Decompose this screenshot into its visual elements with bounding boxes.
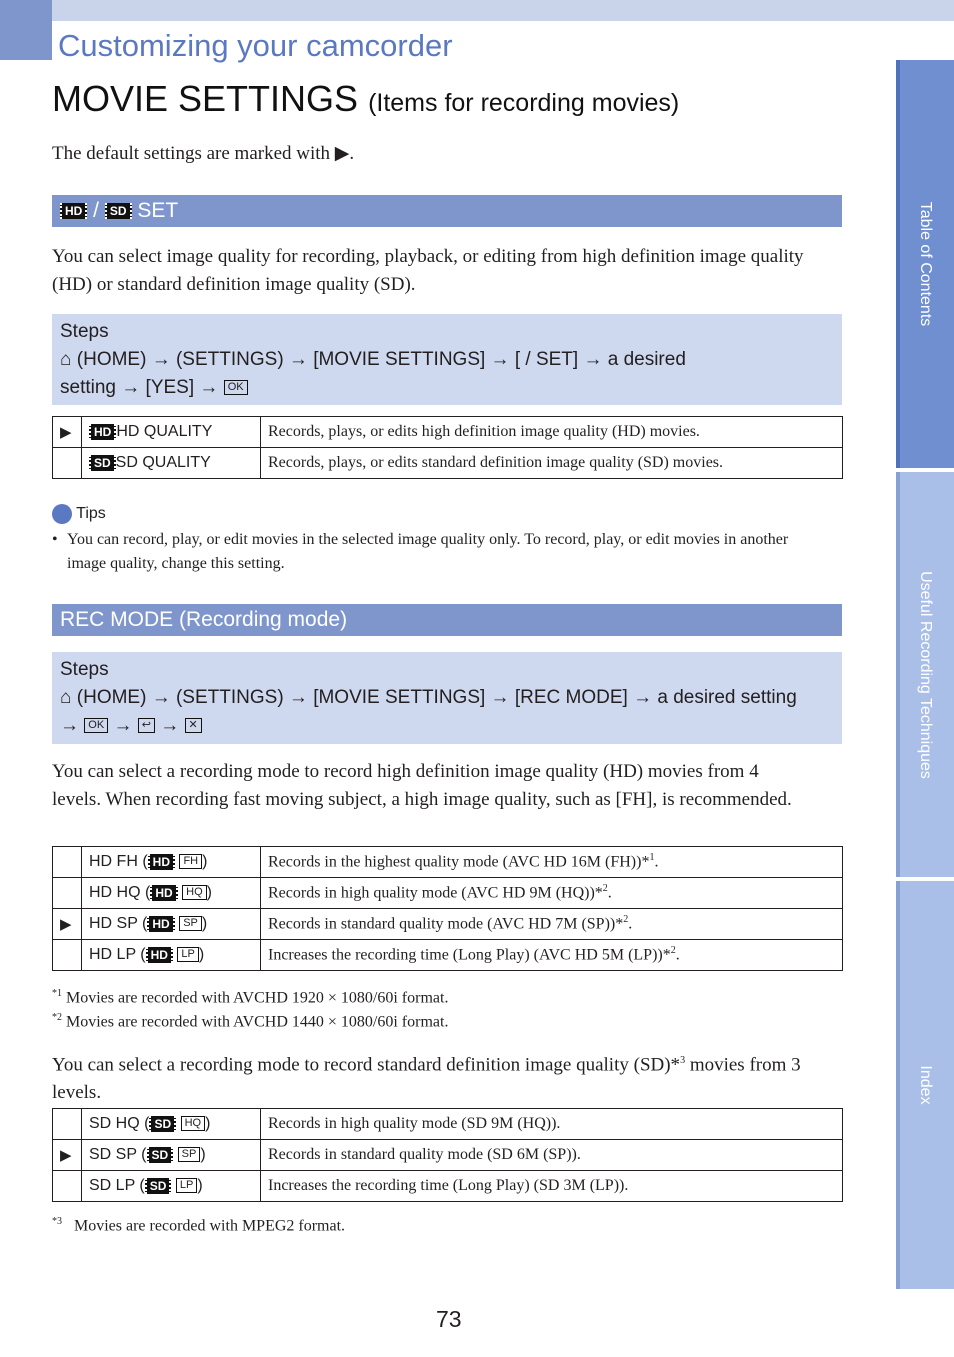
footnote-ref: 2 <box>623 914 629 926</box>
mode-icon: HQ <box>181 1116 206 1131</box>
sd-intro: You can select a recording mode to record standard definition image quality (SD)*$^3$ movies from 3 levels. <box>52 1054 801 1104</box>
sd-icon: SD <box>149 1116 176 1132</box>
footnote-ref: 2 <box>670 945 676 957</box>
close-icon: ✕ <box>185 718 202 733</box>
page-number: 73 <box>436 1306 462 1332</box>
default-marker <box>53 878 82 909</box>
table-row <box>53 878 843 909</box>
tab-label: Index <box>917 1065 934 1105</box>
footnote-text: Movies are recorded with MPEG2 format. <box>74 1217 346 1235</box>
hd-icon: HD <box>147 916 174 932</box>
default-marker <box>53 448 82 479</box>
setting-name <box>82 417 261 448</box>
setting-description <box>261 1109 843 1140</box>
setting-description <box>261 1171 843 1202</box>
footnote-ref: 2 <box>602 883 608 895</box>
mode-icon: SP <box>178 1147 201 1162</box>
setting-name: HD LP ( HD LP ) <box>82 940 261 971</box>
hd-icon: HD <box>148 854 175 870</box>
title-subtitle: (Items for recording movies) <box>368 89 680 117</box>
footnote-2: $^{*2}$ Movies are recorded with AVCHD 1440 × 1080/60i format. <box>52 1012 449 1031</box>
tab-useful-recording-techniques[interactable] <box>896 472 954 877</box>
table-row <box>53 448 843 479</box>
steps-text: (HOME) → (SETTINGS) → [MOVIE SETTINGS] → [ / SET] → a desired <box>76 349 686 370</box>
setting-name: HD HQ ( HD HQ ) <box>82 878 261 909</box>
home-icon: ⌂ <box>60 349 72 370</box>
steps-line: → OK → ↩ → ✕ <box>60 712 834 740</box>
section2-body: You can select a recording mode to record high definition image quality (HD) movies from 4 levels. When recording fast moving subject, a high image quality, such as [FH], is recommended. <box>52 761 792 810</box>
description-text: Records in standard quality mode (AVC HD 7M (SP))* <box>268 915 624 933</box>
default-marker: ▶ <box>53 1140 82 1171</box>
tab-index[interactable] <box>896 881 954 1289</box>
setting-name: HD FH ( HD FH ) <box>82 847 261 878</box>
setting-description <box>261 1140 843 1171</box>
section-bar-rec-mode: REC MODE (Recording mode) <box>52 604 842 636</box>
setting-description: Records in standard quality mode (AVC HD 7M (SP))*$^2$. <box>261 909 843 940</box>
section-bar-label: SET <box>137 199 179 222</box>
footnote-text: Movies are recorded with AVCHD 1440 × 1080/60i format. <box>66 1013 449 1031</box>
setting-label: SD SP ( <box>89 1146 147 1163</box>
table-row <box>53 1140 843 1171</box>
setting-description <box>261 448 843 479</box>
footnote-text: Movies are recorded with AVCHD 1920 × 1080/60i format. <box>66 989 449 1007</box>
intro-text: The default settings are marked with ▶. <box>52 143 355 164</box>
return-icon: ↩ <box>138 718 155 733</box>
default-marker <box>53 940 82 971</box>
section-bar-hd-sd-set: HD / SD SET <box>52 195 842 227</box>
tab-label: Table of Contents <box>917 201 934 327</box>
sd-rec-mode-table <box>52 1108 843 1202</box>
default-marker: ▶ <box>53 417 82 448</box>
header-square <box>0 0 52 60</box>
hd-icon: HD <box>60 203 87 219</box>
footnote-1: $^{*1}$ Movies are recorded with AVCHD 1920 × 1080/60i format. <box>52 988 449 1007</box>
footnote-ref: 1 <box>649 852 655 864</box>
table-row <box>53 847 843 878</box>
quality-table <box>52 416 843 479</box>
ok-icon: OK <box>224 380 248 395</box>
tips-text: You can record, play, or edit movies in the selected image quality only. To record, play, or edit movies in another image quality, change this setting. <box>67 531 789 572</box>
lightbulb-icon <box>52 504 72 524</box>
table-row <box>53 1171 843 1202</box>
tab-label: Useful Recording Techniques <box>917 570 934 779</box>
steps-line <box>60 374 834 402</box>
setting-label: HD QUALITY <box>116 423 213 440</box>
default-marker: ▶ <box>53 909 82 940</box>
ok-icon: OK <box>84 718 108 733</box>
setting-label: HD LP ( <box>89 946 146 963</box>
table-row <box>53 909 843 940</box>
steps-line <box>60 684 834 712</box>
table-row <box>53 1109 843 1140</box>
setting-name <box>82 448 261 479</box>
setting-label: SD QUALITY <box>115 454 211 471</box>
steps-text: setting → [YES] → <box>60 377 219 398</box>
setting-name: HD SP ( HD SP ) <box>82 909 261 940</box>
setting-description: Records in high quality mode (AVC HD 9M (HQ))*$^2$. <box>261 878 843 909</box>
table-row <box>53 417 843 448</box>
page-title <box>52 78 679 120</box>
sd-icon: SD <box>89 455 116 471</box>
tips-label: Tips <box>76 505 106 523</box>
mode-icon: SP <box>179 916 202 931</box>
description-text: Records in the highest quality mode (AVC HD 16M (FH))* <box>268 853 650 871</box>
description-text: Records, plays, or edits high definition image quality (HD) movies. <box>268 423 700 440</box>
setting-label: HD FH ( <box>89 853 148 870</box>
setting-name: SD HQ ( SD HQ ) <box>82 1109 261 1140</box>
setting-label: HD HQ ( <box>89 884 151 901</box>
sd-intro-text: You can select a recording mode to record standard definition image quality (SD)* <box>52 1054 681 1076</box>
section1-body: You can select image quality for recording, playback, or editing from high definition image quality (HD) or standard definition image quality (SD). <box>52 246 804 295</box>
mode-icon: HQ <box>182 885 207 900</box>
sd-icon: SD <box>105 203 132 219</box>
setting-description: Increases the recording time (Long Play) (AVC HD 5M (LP))*$^2$. <box>261 940 843 971</box>
bullet: • <box>52 531 58 548</box>
steps-line <box>60 346 834 374</box>
header-band <box>52 0 954 21</box>
default-marker <box>53 1171 82 1202</box>
setting-label: SD LP ( <box>89 1177 145 1194</box>
tab-table-of-contents[interactable] <box>896 60 954 468</box>
setting-description <box>261 417 843 448</box>
tips-heading <box>52 504 106 524</box>
steps-text: (HOME) → (SETTINGS) → [MOVIE SETTINGS] → [REC MODE] → a desired setting <box>76 687 797 708</box>
description-text: Records in high quality mode (SD 9M (HQ)). <box>268 1115 561 1132</box>
table-row <box>53 940 843 971</box>
default-marker <box>53 1109 82 1140</box>
setting-label: HD SP ( <box>89 915 148 932</box>
sd-icon: SD <box>147 1147 174 1163</box>
tips-item <box>52 528 827 576</box>
title-main: MOVIE SETTINGS <box>52 78 359 119</box>
footnote-3: $^{*3}$ Movies are recorded with MPEG2 format. <box>52 1216 346 1235</box>
description-text: Increases the recording time (Long Play) (AVC HD 5M (LP))* <box>268 946 671 964</box>
hd-icon: HD <box>89 424 116 440</box>
description-text: Records in standard quality mode (SD 6M (SP)). <box>268 1146 581 1163</box>
mode-icon: FH <box>179 854 202 869</box>
description-text: Records, plays, or edits standard definition image quality (SD) movies. <box>268 454 724 471</box>
mode-icon: LP <box>177 947 198 962</box>
hd-rec-mode-table <box>52 846 843 971</box>
sd-icon: SD <box>145 1178 172 1194</box>
steps-box-1 <box>52 314 842 405</box>
setting-name: SD SP ( SD SP ) <box>82 1140 261 1171</box>
home-icon: ⌂ <box>60 687 72 708</box>
steps-box-2 <box>52 652 842 744</box>
sd-intro-text: movies from 3 levels. <box>52 1054 801 1104</box>
setting-description: Records in the highest quality mode (AVC HD 16M (FH))*$^1$. <box>261 847 843 878</box>
description-text: Increases the recording time (Long Play) (SD 3M (LP)). <box>268 1177 629 1194</box>
hd-icon: HD <box>146 947 173 963</box>
description-text: Records in high quality mode (AVC HD 9M (HQ))* <box>268 884 603 902</box>
steps-label: Steps <box>60 321 109 342</box>
setting-label: SD HQ ( <box>89 1115 150 1132</box>
hd-icon: HD <box>150 885 177 901</box>
mode-icon: LP <box>176 1178 197 1193</box>
setting-name: SD LP ( SD LP ) <box>82 1171 261 1202</box>
chapter-title: Customizing your camcorder <box>58 28 453 63</box>
default-marker <box>53 847 82 878</box>
steps-label: Steps <box>60 659 109 680</box>
